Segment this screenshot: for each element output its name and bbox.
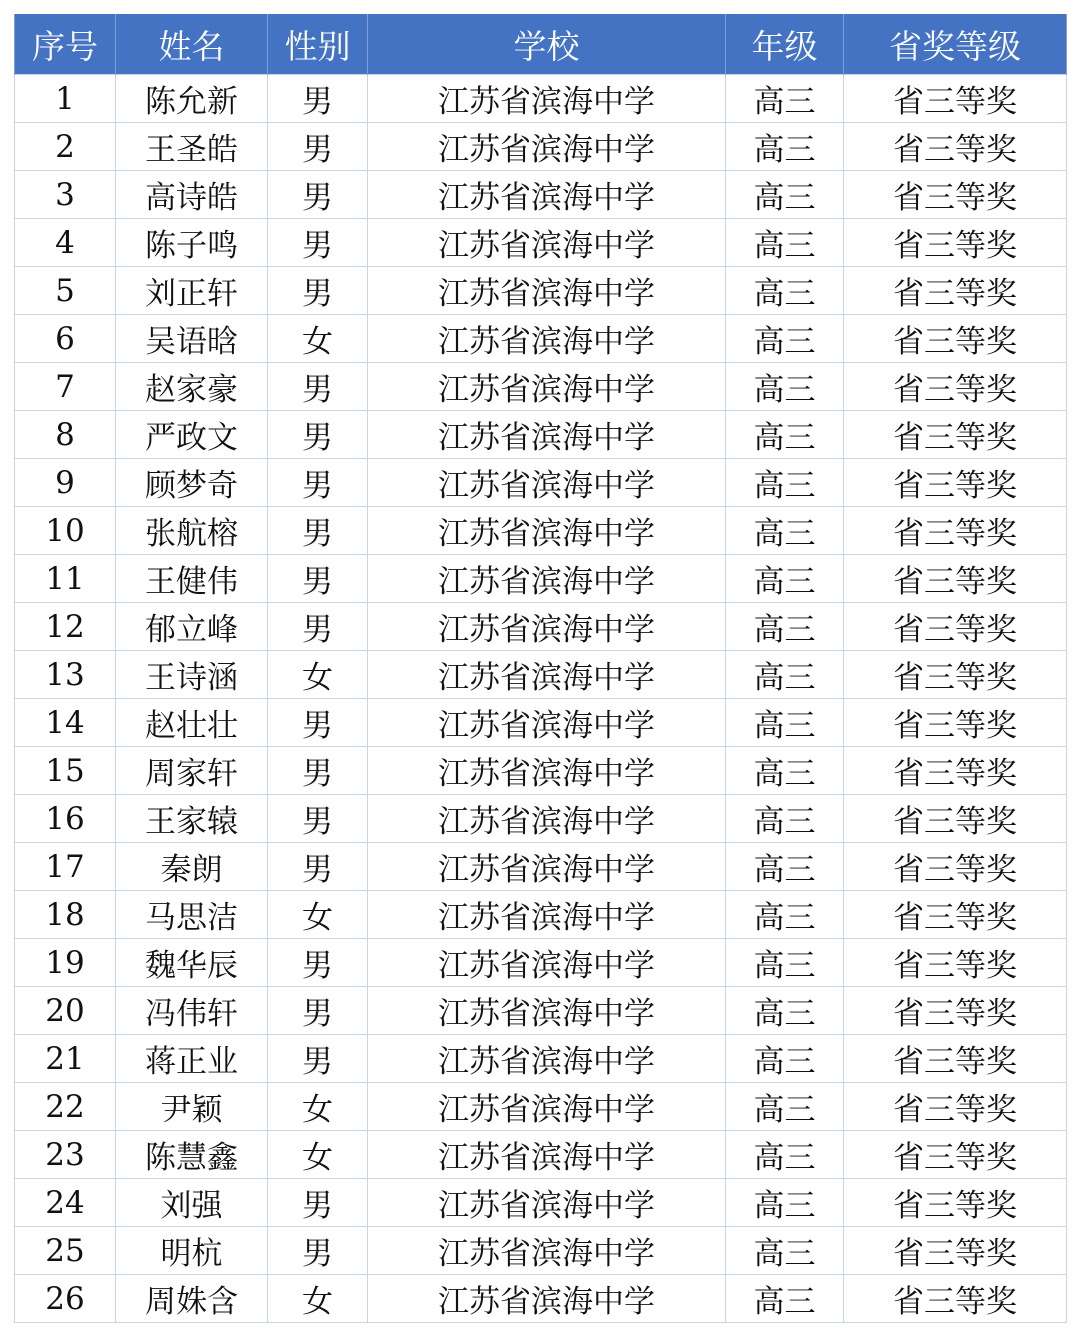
cell-grade: 高三 xyxy=(726,171,844,219)
header-serial-number: 序号 xyxy=(15,14,116,75)
cell-grade: 高三 xyxy=(726,507,844,555)
cell-school: 江苏省滨海中学 xyxy=(368,1131,726,1179)
cell-gender: 男 xyxy=(268,747,368,795)
cell-name: 郁立峰 xyxy=(116,603,268,651)
cell-school: 江苏省滨海中学 xyxy=(368,75,726,123)
table-row xyxy=(15,987,1067,1035)
cell-gender: 男 xyxy=(268,699,368,747)
cell-gender: 男 xyxy=(268,267,368,315)
cell-gender: 男 xyxy=(268,1179,368,1227)
cell-school: 江苏省滨海中学 xyxy=(368,1275,726,1323)
cell-school: 江苏省滨海中学 xyxy=(368,171,726,219)
cell-gender: 女 xyxy=(268,1083,368,1131)
cell-serial-number: 2 xyxy=(15,123,116,171)
table-row xyxy=(15,1227,1067,1275)
cell-gender: 男 xyxy=(268,603,368,651)
cell-gender: 男 xyxy=(268,1035,368,1083)
table-row xyxy=(15,891,1067,939)
table-row xyxy=(15,747,1067,795)
cell-grade: 高三 xyxy=(726,459,844,507)
cell-award-level: 省三等奖 xyxy=(844,651,1067,699)
table-row xyxy=(15,843,1067,891)
cell-serial-number: 23 xyxy=(15,1131,116,1179)
cell-gender: 女 xyxy=(268,891,368,939)
cell-serial-number: 3 xyxy=(15,171,116,219)
cell-award-level: 省三等奖 xyxy=(844,267,1067,315)
cell-school: 江苏省滨海中学 xyxy=(368,987,726,1035)
cell-gender: 男 xyxy=(268,987,368,1035)
table-row xyxy=(15,939,1067,987)
cell-name: 刘强 xyxy=(116,1179,268,1227)
cell-award-level: 省三等奖 xyxy=(844,843,1067,891)
cell-serial-number: 1 xyxy=(15,75,116,123)
table-row xyxy=(15,795,1067,843)
cell-grade: 高三 xyxy=(726,651,844,699)
cell-serial-number: 15 xyxy=(15,747,116,795)
cell-gender: 男 xyxy=(268,459,368,507)
cell-grade: 高三 xyxy=(726,891,844,939)
table-row xyxy=(15,555,1067,603)
cell-school: 江苏省滨海中学 xyxy=(368,459,726,507)
table-row xyxy=(15,171,1067,219)
cell-school: 江苏省滨海中学 xyxy=(368,747,726,795)
cell-grade: 高三 xyxy=(726,1275,844,1323)
cell-grade: 高三 xyxy=(726,555,844,603)
table-row xyxy=(15,315,1067,363)
cell-name: 刘正轩 xyxy=(116,267,268,315)
cell-school: 江苏省滨海中学 xyxy=(368,507,726,555)
cell-name: 陈允新 xyxy=(116,75,268,123)
cell-gender: 男 xyxy=(268,843,368,891)
table-row xyxy=(15,267,1067,315)
cell-award-level: 省三等奖 xyxy=(844,171,1067,219)
cell-gender: 男 xyxy=(268,555,368,603)
table-row xyxy=(15,411,1067,459)
table-row xyxy=(15,1035,1067,1083)
header-school: 学校 xyxy=(368,14,726,75)
cell-award-level: 省三等奖 xyxy=(844,459,1067,507)
cell-gender: 女 xyxy=(268,315,368,363)
table-row xyxy=(15,1131,1067,1179)
cell-name: 王健伟 xyxy=(116,555,268,603)
cell-award-level: 省三等奖 xyxy=(844,1227,1067,1275)
cell-school: 江苏省滨海中学 xyxy=(368,891,726,939)
cell-grade: 高三 xyxy=(726,987,844,1035)
cell-serial-number: 25 xyxy=(15,1227,116,1275)
cell-name: 冯伟轩 xyxy=(116,987,268,1035)
cell-serial-number: 18 xyxy=(15,891,116,939)
cell-name: 王诗涵 xyxy=(116,651,268,699)
table-row xyxy=(15,1179,1067,1227)
header-award-level: 省奖等级 xyxy=(844,14,1067,75)
cell-award-level: 省三等奖 xyxy=(844,507,1067,555)
header-gender: 性别 xyxy=(268,14,368,75)
cell-serial-number: 20 xyxy=(15,987,116,1035)
header-grade: 年级 xyxy=(726,14,844,75)
cell-gender: 女 xyxy=(268,651,368,699)
cell-name: 周家轩 xyxy=(116,747,268,795)
cell-serial-number: 4 xyxy=(15,219,116,267)
cell-grade: 高三 xyxy=(726,699,844,747)
cell-name: 顾梦奇 xyxy=(116,459,268,507)
cell-school: 江苏省滨海中学 xyxy=(368,699,726,747)
cell-award-level: 省三等奖 xyxy=(844,939,1067,987)
cell-name: 马思洁 xyxy=(116,891,268,939)
table-row xyxy=(15,699,1067,747)
cell-serial-number: 12 xyxy=(15,603,116,651)
cell-name: 周姝含 xyxy=(116,1275,268,1323)
cell-award-level: 省三等奖 xyxy=(844,1035,1067,1083)
cell-serial-number: 13 xyxy=(15,651,116,699)
cell-gender: 女 xyxy=(268,1275,368,1323)
cell-award-level: 省三等奖 xyxy=(844,795,1067,843)
cell-grade: 高三 xyxy=(726,219,844,267)
cell-serial-number: 21 xyxy=(15,1035,116,1083)
cell-school: 江苏省滨海中学 xyxy=(368,1227,726,1275)
table-row xyxy=(15,123,1067,171)
cell-award-level: 省三等奖 xyxy=(844,603,1067,651)
cell-school: 江苏省滨海中学 xyxy=(368,411,726,459)
cell-name: 严政文 xyxy=(116,411,268,459)
cell-name: 吴语晗 xyxy=(116,315,268,363)
cell-award-level: 省三等奖 xyxy=(844,1131,1067,1179)
cell-school: 江苏省滨海中学 xyxy=(368,843,726,891)
cell-award-level: 省三等奖 xyxy=(844,987,1067,1035)
cell-grade: 高三 xyxy=(726,123,844,171)
cell-name: 高诗皓 xyxy=(116,171,268,219)
cell-award-level: 省三等奖 xyxy=(844,1083,1067,1131)
cell-grade: 高三 xyxy=(726,1083,844,1131)
table-header-row xyxy=(15,14,1067,75)
cell-school: 江苏省滨海中学 xyxy=(368,1083,726,1131)
cell-serial-number: 26 xyxy=(15,1275,116,1323)
cell-award-level: 省三等奖 xyxy=(844,1275,1067,1323)
cell-school: 江苏省滨海中学 xyxy=(368,123,726,171)
cell-serial-number: 22 xyxy=(15,1083,116,1131)
cell-grade: 高三 xyxy=(726,747,844,795)
cell-name: 陈慧鑫 xyxy=(116,1131,268,1179)
table-row xyxy=(15,651,1067,699)
cell-serial-number: 10 xyxy=(15,507,116,555)
cell-gender: 男 xyxy=(268,939,368,987)
cell-grade: 高三 xyxy=(726,1179,844,1227)
cell-serial-number: 5 xyxy=(15,267,116,315)
cell-school: 江苏省滨海中学 xyxy=(368,315,726,363)
cell-name: 魏华辰 xyxy=(116,939,268,987)
cell-gender: 男 xyxy=(268,219,368,267)
cell-grade: 高三 xyxy=(726,795,844,843)
cell-school: 江苏省滨海中学 xyxy=(368,555,726,603)
cell-school: 江苏省滨海中学 xyxy=(368,267,726,315)
cell-gender: 男 xyxy=(268,1227,368,1275)
cell-school: 江苏省滨海中学 xyxy=(368,219,726,267)
cell-serial-number: 11 xyxy=(15,555,116,603)
table-row xyxy=(15,1275,1067,1323)
cell-gender: 女 xyxy=(268,1131,368,1179)
cell-grade: 高三 xyxy=(726,1131,844,1179)
cell-serial-number: 14 xyxy=(15,699,116,747)
cell-serial-number: 6 xyxy=(15,315,116,363)
cell-name: 蒋正业 xyxy=(116,1035,268,1083)
cell-grade: 高三 xyxy=(726,1227,844,1275)
cell-award-level: 省三等奖 xyxy=(844,315,1067,363)
cell-name: 陈子鸣 xyxy=(116,219,268,267)
cell-award-level: 省三等奖 xyxy=(844,219,1067,267)
cell-name: 明杭 xyxy=(116,1227,268,1275)
cell-serial-number: 9 xyxy=(15,459,116,507)
cell-serial-number: 24 xyxy=(15,1179,116,1227)
cell-grade: 高三 xyxy=(726,603,844,651)
cell-school: 江苏省滨海中学 xyxy=(368,651,726,699)
table-row xyxy=(15,603,1067,651)
cell-award-level: 省三等奖 xyxy=(844,363,1067,411)
cell-grade: 高三 xyxy=(726,939,844,987)
table-body xyxy=(15,75,1067,1323)
cell-grade: 高三 xyxy=(726,75,844,123)
cell-award-level: 省三等奖 xyxy=(844,747,1067,795)
cell-serial-number: 17 xyxy=(15,843,116,891)
cell-award-level: 省三等奖 xyxy=(844,699,1067,747)
cell-grade: 高三 xyxy=(726,843,844,891)
cell-award-level: 省三等奖 xyxy=(844,411,1067,459)
cell-grade: 高三 xyxy=(726,411,844,459)
cell-gender: 男 xyxy=(268,363,368,411)
table-row xyxy=(15,219,1067,267)
cell-serial-number: 8 xyxy=(15,411,116,459)
cell-award-level: 省三等奖 xyxy=(844,1179,1067,1227)
cell-name: 王家辕 xyxy=(116,795,268,843)
table-row xyxy=(15,459,1067,507)
cell-school: 江苏省滨海中学 xyxy=(368,795,726,843)
cell-gender: 男 xyxy=(268,171,368,219)
award-table xyxy=(14,14,1067,1323)
cell-name: 赵壮壮 xyxy=(116,699,268,747)
cell-gender: 男 xyxy=(268,507,368,555)
cell-serial-number: 7 xyxy=(15,363,116,411)
cell-grade: 高三 xyxy=(726,315,844,363)
cell-grade: 高三 xyxy=(726,267,844,315)
cell-school: 江苏省滨海中学 xyxy=(368,363,726,411)
cell-award-level: 省三等奖 xyxy=(844,75,1067,123)
cell-name: 张航榕 xyxy=(116,507,268,555)
cell-gender: 男 xyxy=(268,411,368,459)
table-row xyxy=(15,363,1067,411)
cell-serial-number: 16 xyxy=(15,795,116,843)
cell-award-level: 省三等奖 xyxy=(844,123,1067,171)
cell-school: 江苏省滨海中学 xyxy=(368,939,726,987)
cell-gender: 男 xyxy=(268,123,368,171)
table-row xyxy=(15,75,1067,123)
cell-award-level: 省三等奖 xyxy=(844,555,1067,603)
cell-gender: 男 xyxy=(268,75,368,123)
award-list-sheet xyxy=(14,14,1066,1323)
table-row xyxy=(15,1083,1067,1131)
cell-name: 尹颖 xyxy=(116,1083,268,1131)
cell-school: 江苏省滨海中学 xyxy=(368,1179,726,1227)
cell-gender: 男 xyxy=(268,795,368,843)
cell-name: 王圣皓 xyxy=(116,123,268,171)
cell-grade: 高三 xyxy=(726,1035,844,1083)
cell-name: 秦朗 xyxy=(116,843,268,891)
header-name: 姓名 xyxy=(116,14,268,75)
cell-school: 江苏省滨海中学 xyxy=(368,1035,726,1083)
cell-award-level: 省三等奖 xyxy=(844,891,1067,939)
cell-serial-number: 19 xyxy=(15,939,116,987)
cell-school: 江苏省滨海中学 xyxy=(368,603,726,651)
cell-grade: 高三 xyxy=(726,363,844,411)
cell-name: 赵家豪 xyxy=(116,363,268,411)
table-row xyxy=(15,507,1067,555)
